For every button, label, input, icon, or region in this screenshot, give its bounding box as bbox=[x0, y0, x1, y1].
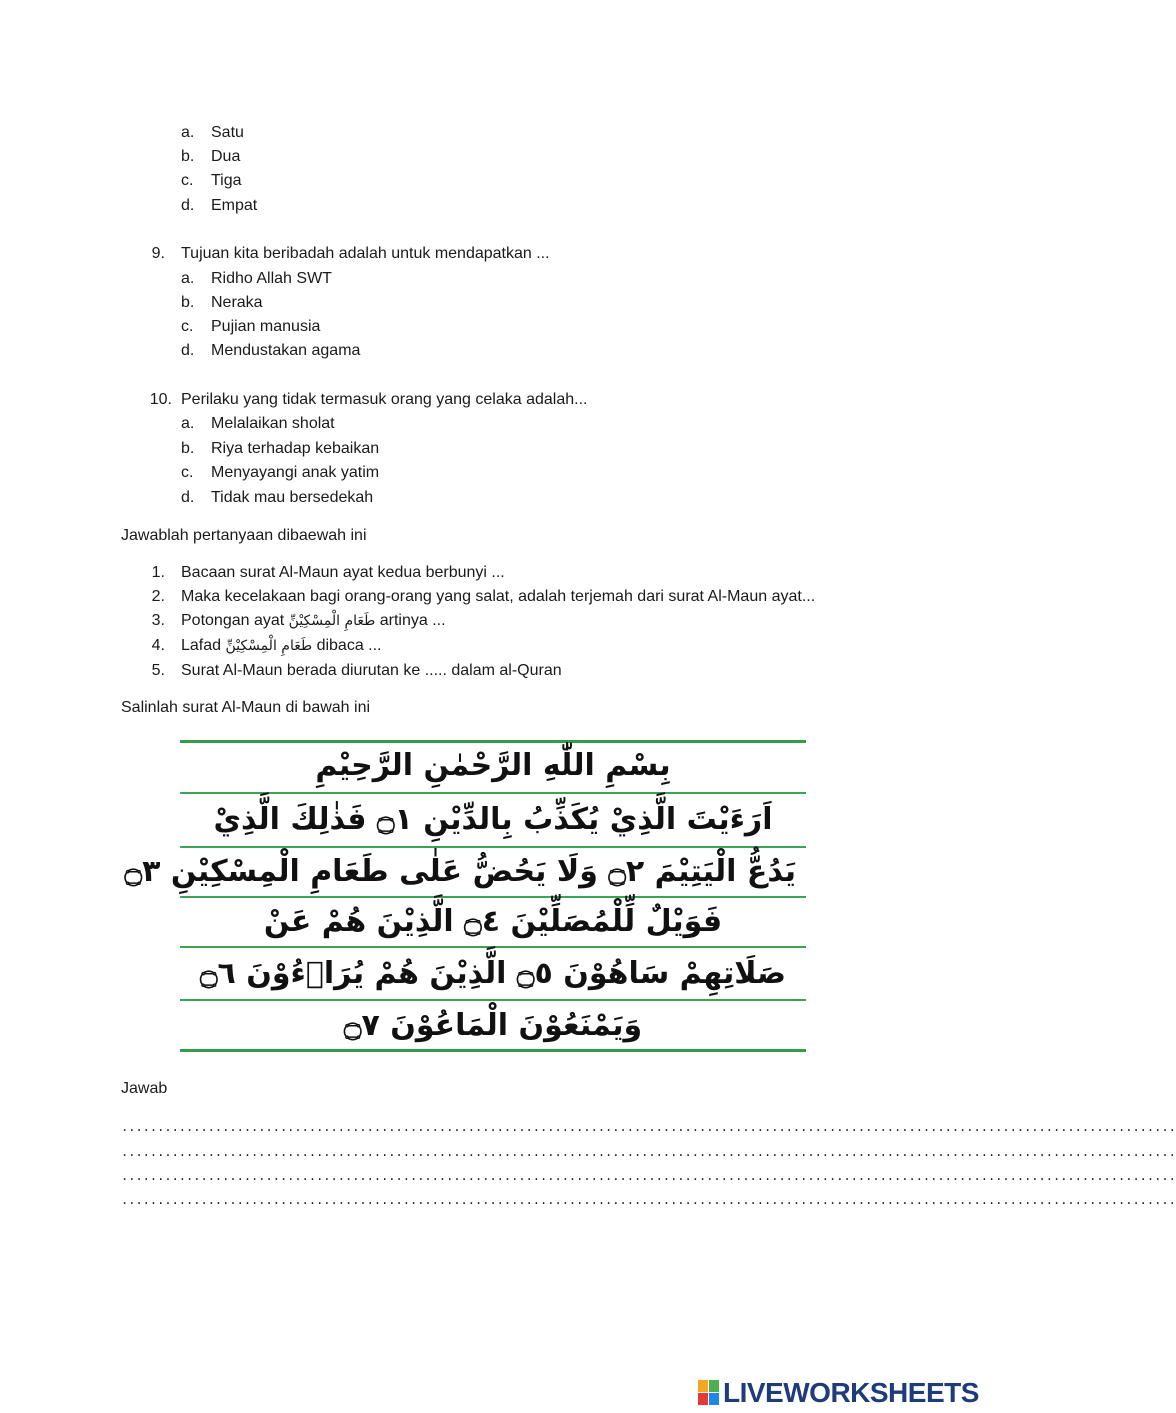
option-letter: c. bbox=[181, 172, 194, 189]
liveworksheets-logo bbox=[698, 1378, 979, 1408]
ruled-line bbox=[180, 792, 806, 794]
option-text: Melalaikan sholat bbox=[211, 415, 335, 432]
option-letter: c. bbox=[181, 318, 194, 335]
arabic-phrase: طَعَامِ الْمِسْكِيْنِّ bbox=[225, 638, 313, 654]
question-text: Surat Al-Maun berada diurutan ke ..... dalam al-Quran bbox=[181, 662, 562, 679]
option-letter: a. bbox=[181, 415, 195, 432]
answer-line-3[interactable]: .................................................................................................................................................. bbox=[121, 1169, 1176, 1183]
option-letter: c. bbox=[181, 464, 194, 481]
option-text: Dua bbox=[211, 148, 241, 165]
question-text-before: Lafad bbox=[181, 637, 226, 654]
option-text: Tidak mau bersedekah bbox=[211, 489, 374, 506]
option-letter: a. bbox=[181, 270, 195, 287]
option-text: Menyayangi anak yatim bbox=[211, 464, 380, 481]
question-number: 3. bbox=[151, 612, 165, 629]
option-letter: d. bbox=[181, 342, 195, 359]
option-text: Riya terhadap kebaikan bbox=[211, 440, 380, 457]
answer-line-2[interactable]: .................................................................................................................................................. bbox=[121, 1145, 1176, 1159]
quran-line-6: وَيَمْنَعُوْنَ الْمَاعُوْنَ ۝٧ bbox=[343, 1008, 643, 1043]
logo-text: LIVEWORKSHEETS bbox=[723, 1377, 979, 1408]
question-number: 9. bbox=[151, 245, 165, 262]
arabic-phrase: طَعَامِ الْمِسْكِيْنِّ bbox=[288, 613, 376, 629]
option-text: Mendustakan agama bbox=[211, 342, 361, 359]
option-letter: b. bbox=[181, 440, 195, 457]
option-text: Pujian manusia bbox=[211, 318, 321, 335]
question-text: Maka kecelakaan bagi orang-orang yang salat, adalah terjemah dari surat Al-Maun ayat... bbox=[181, 588, 816, 605]
question-text bbox=[181, 611, 446, 631]
question-text-after: dibaca ... bbox=[312, 637, 382, 654]
question-number: 1. bbox=[151, 564, 165, 581]
quran-line-5: صَلَاتِهِمْ سَاهُوْنَ ۝٥ الَّذِيْنَ هُمْ يُرَاۤءُوْنَ ۝٦ bbox=[199, 956, 787, 991]
option-text: Satu bbox=[211, 124, 244, 141]
question-text-after: artinya ... bbox=[375, 612, 446, 629]
quran-line-4: فَوَيْلٌ لِّلْمُصَلِّيْنَ ۝٤ الَّذِيْنَ هُمْ عَنْ bbox=[263, 904, 723, 939]
option-letter: b. bbox=[181, 294, 195, 311]
option-letter: b. bbox=[181, 148, 195, 165]
option-text: Empat bbox=[211, 197, 258, 214]
ruled-line bbox=[180, 999, 806, 1001]
option-letter: d. bbox=[181, 197, 195, 214]
question-number: 10. bbox=[149, 391, 172, 408]
question-number: 2. bbox=[151, 588, 165, 605]
question-text-before: Potongan ayat bbox=[181, 612, 289, 629]
copy-instruction: Salinlah surat Al-Maun di bawah ini bbox=[121, 699, 371, 716]
answer-line-4[interactable]: .................................................................................................................................................. bbox=[121, 1193, 1176, 1207]
question-number: 5. bbox=[151, 662, 165, 679]
question-text: Perilaku yang tidak termasuk orang yang celaka adalah... bbox=[181, 391, 588, 408]
ruled-line bbox=[180, 1049, 806, 1052]
option-text: Ridho Allah SWT bbox=[211, 270, 332, 287]
liveworksheets-logo-icon bbox=[698, 1380, 720, 1406]
option-letter: a. bbox=[181, 124, 195, 141]
question-text: Bacaan surat Al-Maun ayat kedua berbunyi ... bbox=[181, 564, 505, 581]
essay-instruction: Jawablah pertanyaan dibaewah ini bbox=[121, 527, 367, 544]
option-text: Neraka bbox=[211, 294, 263, 311]
quran-line-1: بِسْمِ اللّٰهِ الرَّحْمٰنِ الرَّحِيْمِ bbox=[315, 748, 671, 783]
question-text bbox=[181, 636, 382, 656]
surah-al-maun-image bbox=[124, 740, 806, 1054]
quran-line-2: اَرَءَيْتَ الَّذِيْ يُكَذِّبُ بِالدِّيْنِ ۝١ فَذٰلِكَ الَّذِيْ bbox=[213, 802, 773, 837]
answer-line-1[interactable]: .................................................................................................................................................. bbox=[121, 1120, 1176, 1134]
option-letter: d. bbox=[181, 489, 195, 506]
question-number: 4. bbox=[151, 637, 165, 654]
ruled-line bbox=[180, 946, 806, 948]
option-text: Tiga bbox=[211, 172, 242, 189]
question-text: Tujuan kita beribadah adalah untuk mendapatkan ... bbox=[181, 245, 550, 262]
quran-line-3: يَدُعُّ الْيَتِيْمَ ۝٢ وَلَا يَحُضُّ عَلٰى طَعَامِ الْمِسْكِيْنِ ۝٣ bbox=[124, 854, 796, 889]
answer-label: Jawab bbox=[121, 1080, 168, 1097]
